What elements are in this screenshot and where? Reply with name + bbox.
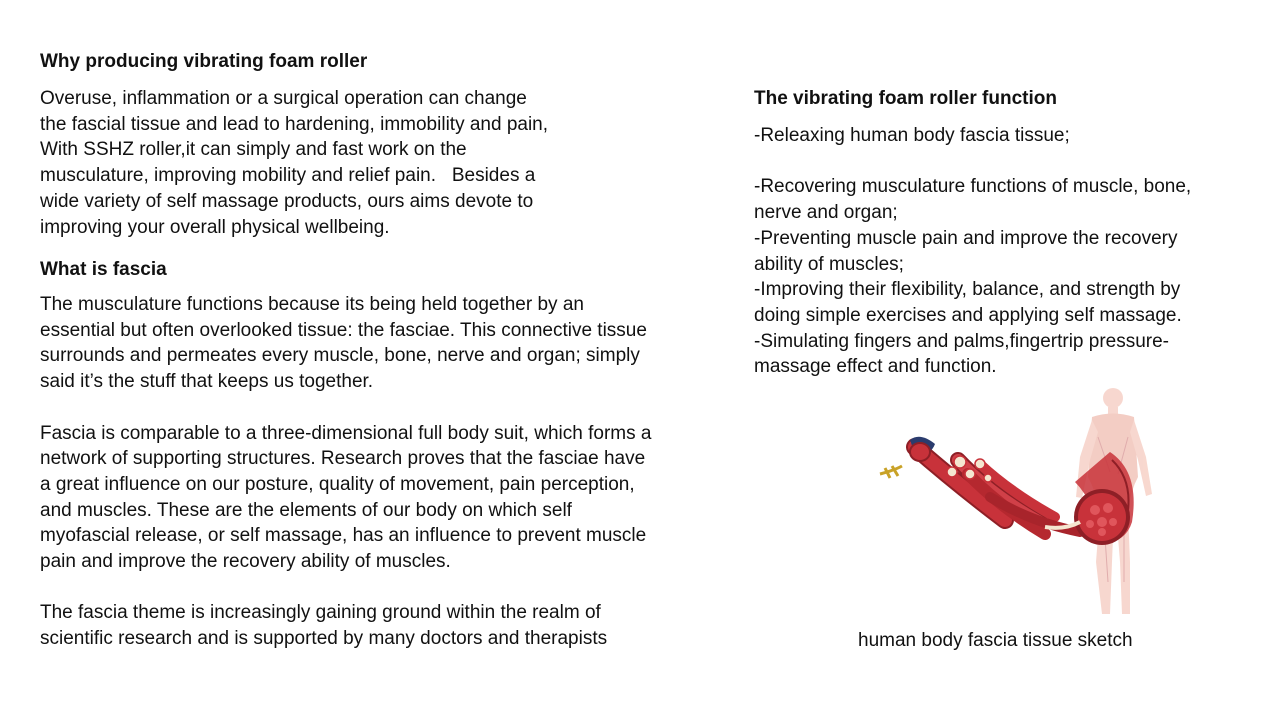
text-line: -Releaxing human body fascia tissue; bbox=[754, 125, 1070, 146]
text-line: -Preventing muscle pain and improve the recovery bbox=[754, 227, 1178, 249]
text-line: The fascia theme is increasingly gaining ground within the realm of bbox=[40, 602, 601, 624]
text-line: Overuse, inflammation or a surgical operation can change bbox=[40, 88, 527, 109]
text-line: The musculature functions because its being held together by an bbox=[40, 294, 584, 315]
text-line: -Recovering musculature functions of muscle, bone, bbox=[754, 176, 1192, 198]
text-line: surrounds and permeates every muscle, bone, nerve and organ; simply bbox=[40, 345, 640, 367]
text-line: a great influence on our posture, quality of movement, pain perception, bbox=[40, 473, 635, 495]
text-line: musculature, improving mobility and relief pain. Besides a bbox=[40, 165, 536, 187]
nerve-strand bbox=[880, 466, 902, 478]
text-line: pain and improve the recovery ability of muscles. bbox=[40, 551, 451, 573]
text-line: network of supporting structures. Research proves that the fasciae have bbox=[40, 448, 646, 470]
section-heading-function: The vibrating foam roller function bbox=[754, 88, 1057, 109]
text-line: -Improving their flexibility, balance, and strength by bbox=[754, 279, 1181, 301]
section-heading-fascia: What is fascia bbox=[40, 259, 167, 280]
text-line: essential but often overlooked tissue: the fasciae. This connective tissue bbox=[40, 319, 647, 341]
text-line: nerve and organ; bbox=[754, 202, 898, 224]
blank-line bbox=[40, 395, 651, 421]
text-line: said it’s the stuff that keeps us together. bbox=[40, 371, 374, 393]
text-line: and muscles. These are the elements of our body on which self bbox=[40, 499, 572, 521]
text-line: Fascia is comparable to a three-dimensional full body suit, which forms a bbox=[40, 422, 652, 444]
paragraph-why bbox=[40, 86, 548, 240]
blank-line bbox=[754, 149, 1191, 175]
blank-line bbox=[40, 575, 651, 601]
paragraph-fascia bbox=[40, 292, 651, 652]
text-line: doing simple exercises and applying self massage. bbox=[754, 304, 1182, 326]
section-heading-why: Why producing vibrating foam roller bbox=[40, 51, 368, 72]
fascia-illustration bbox=[840, 382, 1220, 622]
text-line: ability of muscles; bbox=[754, 253, 904, 275]
text-line: the fascial tissue and lead to hardening, immobility and pain, bbox=[40, 113, 549, 135]
function-list bbox=[754, 123, 1191, 380]
text-line: scientific research and is supported by many doctors and therapists bbox=[40, 628, 608, 650]
text-line: massage effect and function. bbox=[754, 356, 997, 378]
muscle-fiber-bundles bbox=[915, 447, 1080, 534]
text-line: improving your overall physical wellbeing. bbox=[40, 216, 390, 238]
figure-caption: human body fascia tissue sketch bbox=[858, 630, 1133, 651]
text-line: -Simulating fingers and palms,fingertrip pressure- bbox=[754, 330, 1170, 352]
text-line: myofascial release, or self massage, has an influence to prevent muscle bbox=[40, 525, 647, 547]
text-line: wide variety of self massage products, ours aims devote to bbox=[40, 190, 534, 212]
text-line: With SSHZ roller,it can simply and fast work on the bbox=[40, 139, 467, 161]
